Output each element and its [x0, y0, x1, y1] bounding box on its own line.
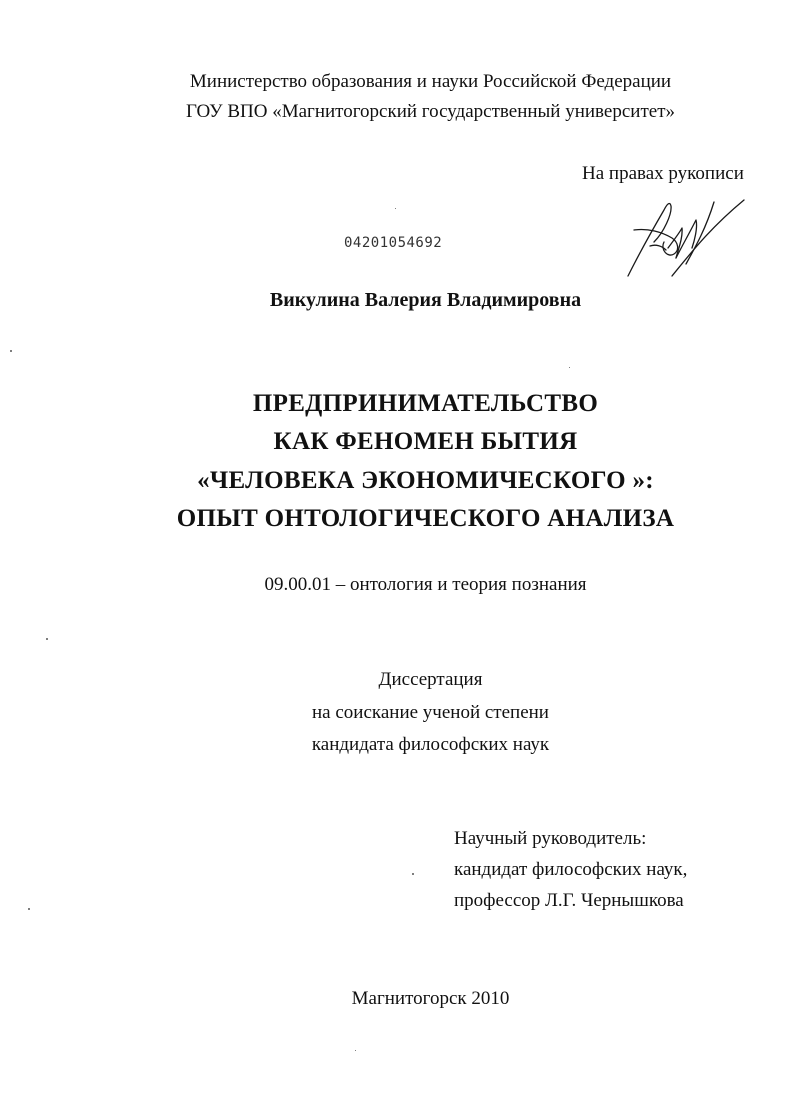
- scan-speck: [355, 1050, 356, 1051]
- document-type: Диссертация: [378, 669, 483, 690]
- scan-speck: [46, 638, 48, 640]
- manuscript-rights-note: На правах рукописи: [582, 163, 744, 184]
- scan-speck: [10, 350, 12, 352]
- specialty-code: 09.00.01 – онтология и теория познания: [264, 574, 587, 595]
- thesis-title-line-3: «ЧЕЛОВЕКА ЭКОНОМИЧЕСКОГО »:: [197, 467, 654, 494]
- city-and-year: Магнитогорск 2010: [351, 988, 510, 1009]
- university-name: ГОУ ВПО «Магнитогорский государственный университет»: [185, 101, 675, 122]
- scan-speck: [395, 208, 396, 209]
- scan-speck: [412, 873, 414, 875]
- scan-speck: [569, 367, 570, 368]
- author-name: Викулина Валерия Владимировна: [269, 289, 582, 311]
- scan-speck: [28, 908, 30, 910]
- degree-name: кандидата философских наук: [311, 734, 550, 755]
- signature-image: [620, 188, 750, 280]
- ministry-name: Министерство образования и науки Российской Федерации: [189, 71, 672, 92]
- advisor-degree: кандидат философских наук,: [454, 859, 688, 880]
- thesis-title-line-2: КАК ФЕНОМЕН БЫТИЯ: [273, 428, 578, 455]
- thesis-title-line-1: ПРЕДПРИНИМАТЕЛЬСТВО: [252, 390, 599, 417]
- thesis-title-line-4: ОПЫТ ОНТОЛОГИЧЕСКОГО АНАЛИЗА: [176, 505, 675, 532]
- advisor-name: профессор Л.Г. Чернышкова: [454, 890, 684, 911]
- library-inventory-number: 04201054692: [344, 235, 443, 251]
- advisor-heading: Научный руководитель:: [454, 828, 647, 849]
- degree-purpose: на соискание ученой степени: [312, 702, 549, 723]
